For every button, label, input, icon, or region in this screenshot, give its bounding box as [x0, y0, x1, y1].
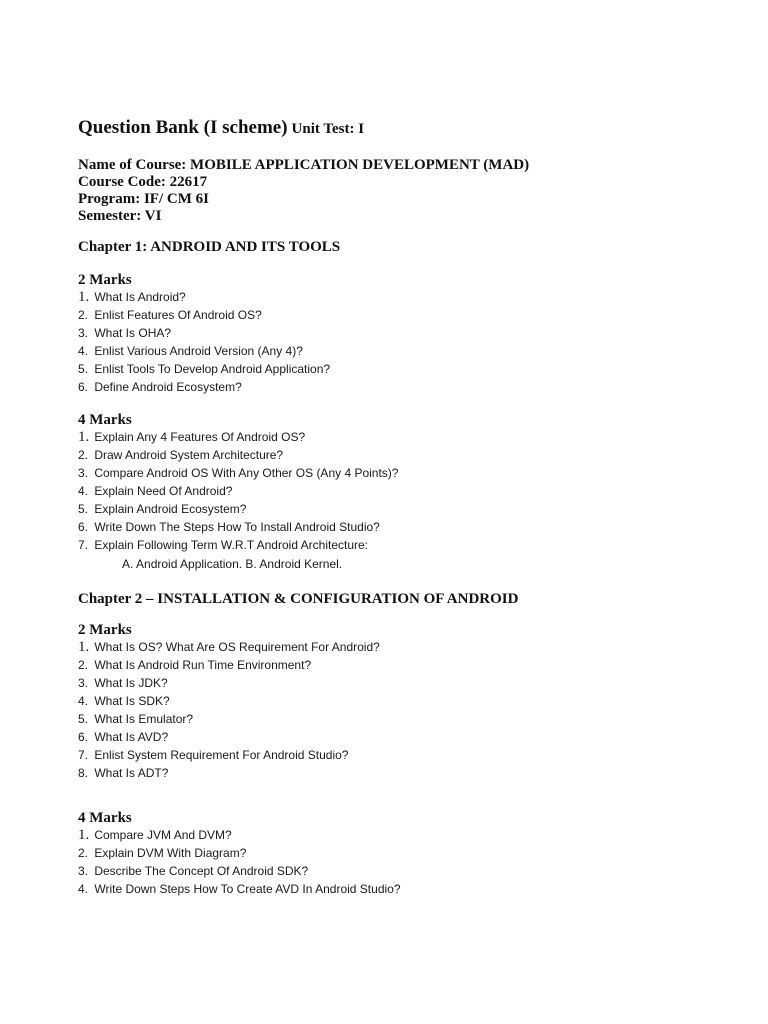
question-number: 7. — [78, 538, 89, 552]
question-number: 1. — [78, 289, 90, 305]
course-code: Course Code: 22617 — [78, 174, 208, 190]
question-number: 5. — [78, 712, 89, 726]
question-item — [78, 482, 398, 500]
question-text: Explain Following Term W.R.T Android Architecture: — [94, 538, 369, 552]
question-text: Describe The Concept Of Android SDK? — [94, 864, 309, 878]
question-number: 4. — [78, 882, 89, 896]
chapter-2-heading: Chapter 2 – INSTALLATION & CONFIGURATION OF ANDROID — [78, 591, 519, 607]
chapter-1-heading: Chapter 1: ANDROID AND ITS TOOLS — [78, 239, 341, 255]
question-item — [78, 746, 380, 764]
question-item — [78, 728, 380, 746]
question-text: What Is SDK? — [94, 694, 170, 708]
question-text: What Is OS? What Are OS Requirement For Android? — [94, 640, 380, 654]
title-main: Question Bank (I scheme) — [78, 117, 288, 138]
question-number: 3. — [78, 864, 89, 878]
question-item — [78, 674, 380, 692]
question-text: Compare JVM And DVM? — [94, 828, 232, 842]
question-item — [78, 288, 330, 306]
question-number: 2. — [78, 308, 89, 322]
ch1-4-marks-subline: A. Android Application. B. Android Kernel. — [122, 557, 343, 571]
question-text: Compare Android OS With Any Other OS (Any 4 Points)? — [94, 466, 399, 480]
question-item — [78, 692, 380, 710]
question-text: Enlist Various Android Version (Any 4)? — [94, 344, 303, 358]
question-number: 2. — [78, 846, 89, 860]
ch2-4-marks-list — [78, 826, 401, 898]
question-number: 2. — [78, 448, 89, 462]
question-text: Enlist System Requirement For Android Studio? — [94, 748, 349, 762]
question-item — [78, 844, 401, 862]
question-item — [78, 862, 401, 880]
question-text: Explain Need Of Android? — [94, 484, 233, 498]
question-number: 5. — [78, 502, 89, 516]
question-number: 6. — [78, 730, 89, 744]
question-number: 7. — [78, 748, 89, 762]
question-number: 4. — [78, 694, 89, 708]
question-text: What Is AVD? — [94, 730, 169, 744]
question-item — [78, 656, 380, 674]
question-number: 1. — [78, 639, 90, 655]
ch1-2-marks-heading: 2 Marks — [78, 272, 132, 288]
question-item — [78, 638, 380, 656]
question-number: 1. — [78, 429, 90, 445]
document-title — [78, 117, 364, 139]
question-item — [78, 536, 398, 554]
question-number: 8. — [78, 766, 89, 780]
question-item — [78, 428, 398, 446]
question-number: 2. — [78, 658, 89, 672]
question-item — [78, 464, 398, 482]
question-number: 3. — [78, 466, 89, 480]
question-text: What Is Android Run Time Environment? — [94, 658, 312, 672]
question-number: 5. — [78, 362, 89, 376]
semester: Semester: VI — [78, 208, 162, 224]
question-item — [78, 710, 380, 728]
question-number: 6. — [78, 520, 89, 534]
title-sub: Unit Test: I — [291, 121, 365, 137]
ch2-4-marks-heading: 4 Marks — [78, 810, 132, 826]
course-name: Name of Course: MOBILE APPLICATION DEVELOPMENT (MAD) — [78, 157, 530, 173]
question-number: 6. — [78, 380, 89, 394]
program: Program: IF/ CM 6I — [78, 191, 209, 207]
ch2-2-marks-heading: 2 Marks — [78, 622, 132, 638]
question-text: Draw Android System Architecture? — [94, 448, 284, 462]
question-text: Explain Android Ecosystem? — [94, 502, 247, 516]
ch2-2-marks-list — [78, 638, 380, 782]
ch1-4-marks-heading: 4 Marks — [78, 412, 132, 428]
question-item — [78, 324, 330, 342]
question-text: Explain Any 4 Features Of Android OS? — [94, 430, 306, 444]
question-text: Enlist Tools To Develop Android Application? — [94, 362, 331, 376]
ch1-4-marks-list — [78, 428, 398, 554]
question-item — [78, 342, 330, 360]
question-text: What Is ADT? — [94, 766, 169, 780]
question-item — [78, 880, 401, 898]
question-item — [78, 446, 398, 464]
question-number: 3. — [78, 676, 89, 690]
question-item — [78, 378, 330, 396]
ch1-2-marks-list — [78, 288, 330, 396]
question-text: Enlist Features Of Android OS? — [94, 308, 262, 322]
question-text: What Is OHA? — [94, 326, 172, 340]
question-text: Write Down Steps How To Create AVD In Android Studio? — [94, 882, 401, 896]
question-number: 4. — [78, 484, 89, 498]
question-number: 1. — [78, 827, 90, 843]
question-text: Write Down The Steps How To Install Android Studio? — [94, 520, 380, 534]
question-item — [78, 306, 330, 324]
question-item — [78, 764, 380, 782]
question-number: 4. — [78, 344, 89, 358]
question-text: Explain DVM With Diagram? — [94, 846, 247, 860]
question-text: What Is Emulator? — [94, 712, 194, 726]
question-text: Define Android Ecosystem? — [94, 380, 242, 394]
question-text: What Is JDK? — [94, 676, 168, 690]
course-info — [78, 157, 529, 225]
question-item — [78, 518, 398, 536]
question-item — [78, 360, 330, 378]
question-text: What Is Android? — [94, 290, 186, 304]
question-item — [78, 500, 398, 518]
question-number: 3. — [78, 326, 89, 340]
question-item — [78, 826, 401, 844]
